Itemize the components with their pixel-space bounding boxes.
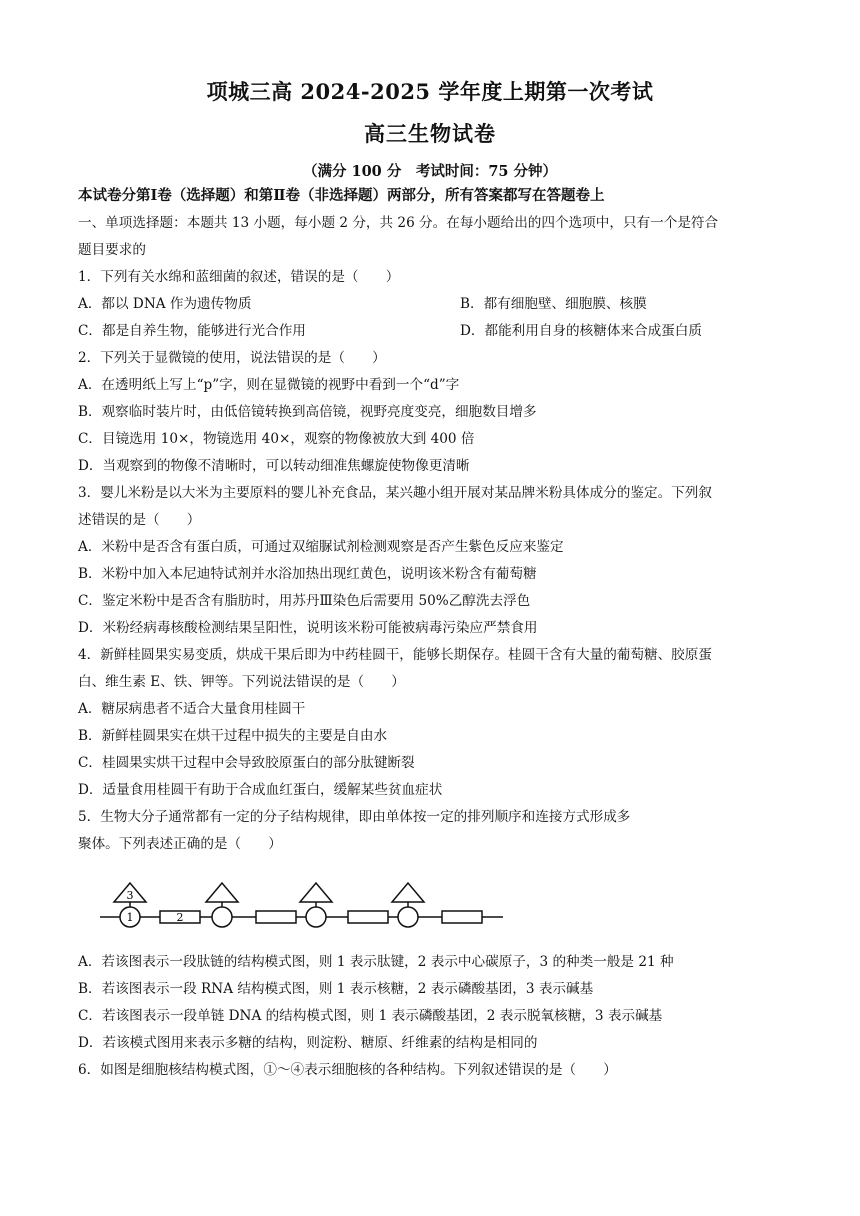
q1-options-row2 [78,321,788,341]
rect [256,911,296,923]
q5-stem: 5．生物大分子通常都有一定的分子结构规律，即由单体按一定的排列顺序和连接方式形成多 [78,809,631,825]
q2-option-a: A．在透明纸上写上“p”字，则在显微镜的视野中看到一个“d”字 [78,377,460,393]
triangle [206,883,238,902]
q5-option-a: A．若该图表示一段肽链的结构模式图，则 1 表示肽键，2 表示中心碳原子，3 的种类一般是 21 种 [78,954,674,970]
q5-option-b: B．若该图表示一段 RNA 结构模式图，则 1 表示核糖，2 表示磷酸基团，3 表示碱基 [78,981,594,997]
q3-option-a: A．米粉中是否含有蛋白质，可通过双缩脲试剂检测观察是否产生紫色反应来鉴定 [78,539,564,555]
q2-option-c: C．目镜选用 10×，物镜选用 40×，观察的物像被放大到 400 倍 [78,431,475,447]
exam-title: 项城三高 2024-2025 学年度上期第一次考试 [206,79,654,104]
circle [306,907,326,927]
circle [398,907,418,927]
exam-info: （满分 100 分 考试时间：75 分钟） [302,163,558,180]
q2-option-b: B．观察临时装片时，由低倍镜转换到高倍镜，视野亮度变亮，细胞数目增多 [78,404,537,420]
rect [348,911,388,923]
q5-stem-cont: 聚体。下列表述正确的是（ ） [78,836,282,852]
q3-option-d: D．米粉经病毒核酸检测结果呈阳性，说明该米粉可能被病毒污染应严禁食用 [78,620,538,636]
q3-stem: 3．婴儿米粉是以大米为主要原料的婴儿补充食品，某兴趣小组开展对某品牌米粉具体成分的鉴定。下列叙 [78,485,712,501]
q4-option-b: B．新鲜桂圆果实在烘干过程中损失的主要是自由水 [78,728,388,744]
exam-subtitle: 高三生物试卷 [364,121,496,146]
q4-option-a: A．糖尿病患者不适合大量食用桂圆干 [78,701,306,717]
monomer-chain-diagram [98,880,508,940]
section-heading-cont: 题目要求的 [78,242,146,258]
q1-options-row1 [78,294,788,314]
q4-option-c: C．桂圆果实烘干过程中会导致胶原蛋白的部分肽键断裂 [78,755,415,771]
q4-stem-cont: 白、维生素 E、铁、钾等。下列说法错误的是（ ） [78,674,405,690]
label-1: 1 [126,911,134,924]
q6-stem: 6．如图是细胞核结构模式图，①～④表示细胞核的各种结构。下列叙述错误的是（ ） [78,1062,617,1078]
q1-option-b: B．都有细胞壁、细胞膜、核膜 [460,296,647,312]
q2-option-d: D．当观察到的物像不清晰时，可以转动细准焦螺旋使物像更清晰 [78,458,470,474]
label-2: 2 [176,911,184,924]
q5-option-d: D．若该模式图用来表示多糖的结构，则淀粉、糖原、纤维素的结构是相同的 [78,1035,538,1051]
q5-option-c: C．若该图表示一段单链 DNA 的结构模式图，则 1 表示磷酸基团，2 表示脱氧核糖，3 表示碱基 [78,1008,663,1024]
q3-option-b: B．米粉中加入本尼迪特试剂并水浴加热出现红黄色，说明该米粉含有葡萄糖 [78,566,537,582]
triangle [300,883,332,902]
q1-option-a: A．都以 DNA 作为遗传物质 [78,296,252,312]
q3-stem-cont: 述错误的是（ ） [78,512,201,528]
circle [212,907,232,927]
q3-option-c: C．鉴定米粉中是否含有脂肪时，用苏丹Ⅲ染色后需要用 50%乙醇洗去浮色 [78,593,531,609]
q4-option-d: D．适量食用桂圆干有助于合成血红蛋白，缓解某些贫血症状 [78,782,443,798]
q1-option-c: C．都是自养生物，能够进行光合作用 [78,323,306,339]
section-heading: 一、单项选择题：本题共 13 小题，每小题 2 分，共 26 分。在每小题给出的四个选项中，只有一个是符合 [78,215,719,231]
rect [442,911,482,923]
q1-stem: 1．下列有关水绵和蓝细菌的叙述，错误的是（ ） [78,269,400,285]
intro-text: 本试卷分第Ⅰ卷（选择题）和第Ⅱ卷（非选择题）两部分，所有答案都写在答题卷上 [78,187,605,204]
triangle [392,883,424,902]
q4-stem: 4．新鲜桂圆果实易变质，烘成干果后即为中药桂圆干，能够长期保存。桂圆干含有大量的葡萄糖、胶原蛋 [78,647,712,663]
label-3: 3 [126,889,134,902]
q1-option-d: D．都能利用自身的核糖体来合成蛋白质 [460,323,702,339]
q2-stem: 2．下列关于显微镜的使用，说法错误的是（ ） [78,350,386,366]
